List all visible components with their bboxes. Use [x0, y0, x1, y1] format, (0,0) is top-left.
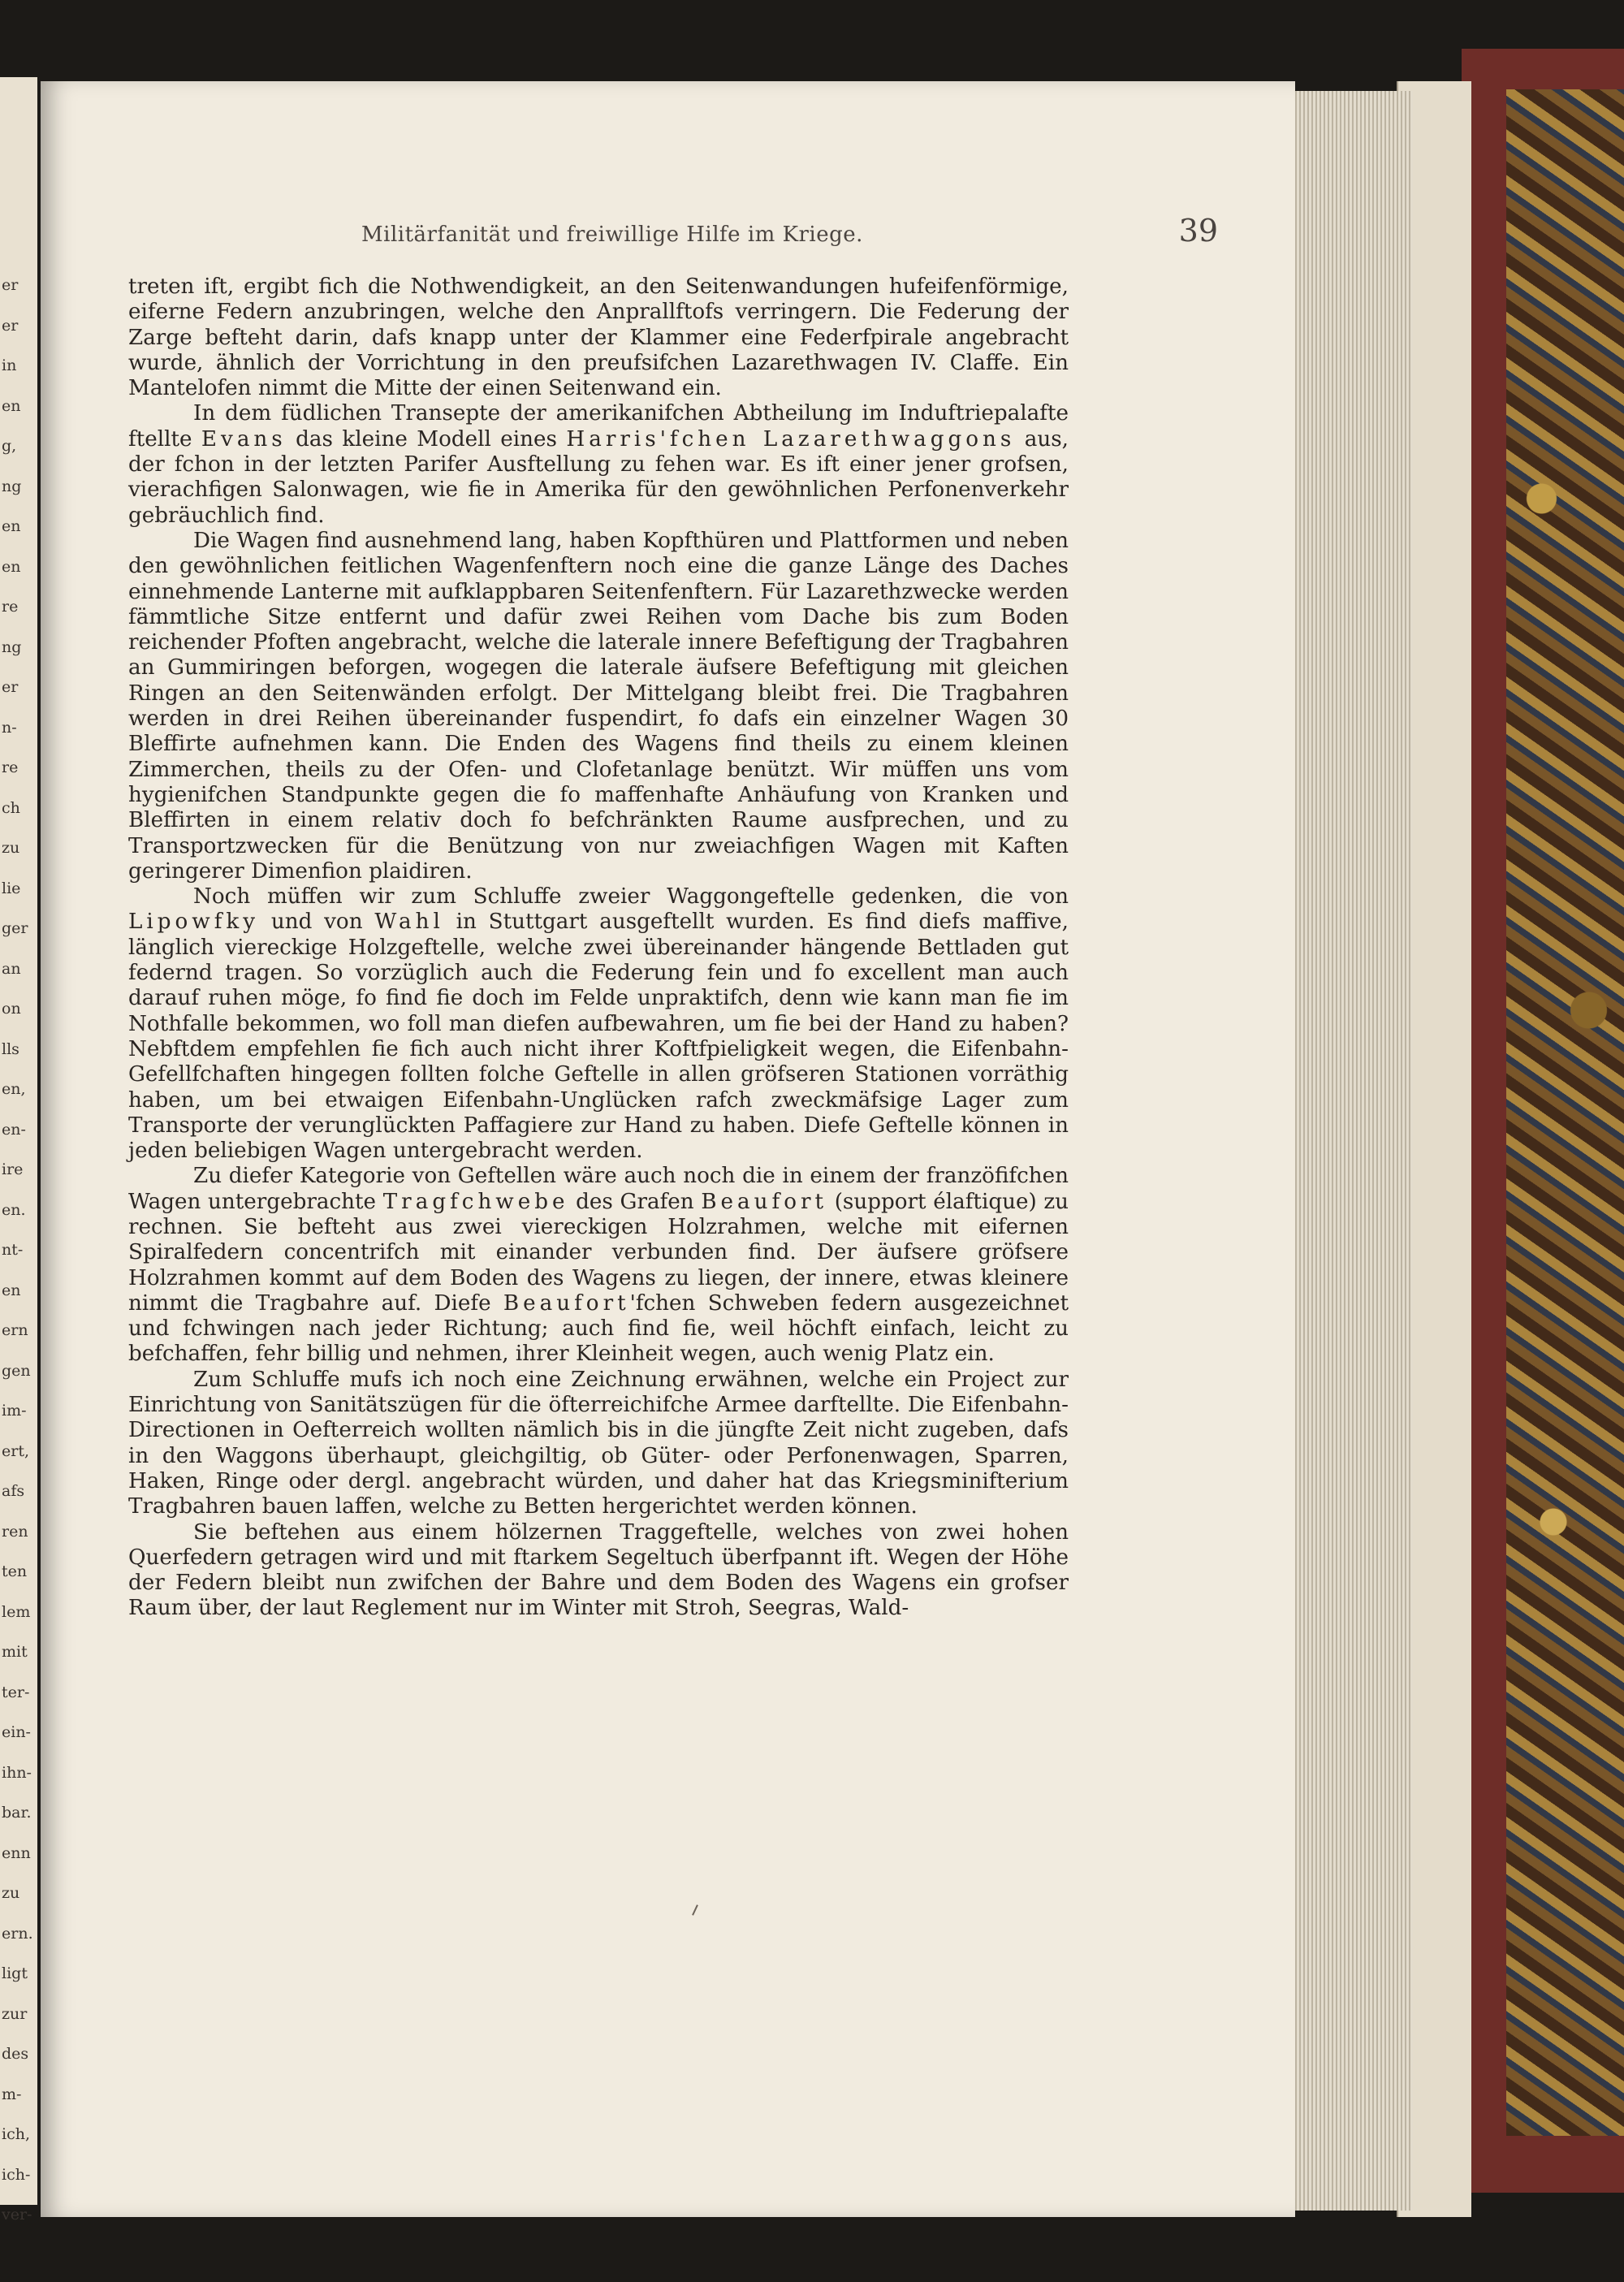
- text-segment: treten ift, ergibt fich die Nothwendigkeit, an den Seitenwandungen hufeifenförmige, eiferne Federn anzubringen, welche den Anprallftofs verringern. Die Federung der Zarge befteht darin, dafs knapp unter der Klammer eine Federfpirale angebracht wurde, ähnlich der Vorrichtung in den preufsifchen Lazarethwagen IV. Claffe. Ein Mantelofen nimmt die Mitte der einen Seitenwand ein.: [128, 274, 1069, 401]
- header-title: Militärfanität und freiwillige Hilfe im Kriege.: [361, 223, 863, 247]
- margin-fragment: mit: [2, 1643, 28, 1661]
- paragraph: [128, 1520, 1069, 1622]
- text-segment: Sie beftehen aus einem hölzernen Traggeftelle, welches von zwei hohen Querfedern getragen wird und mit ftarkem Segeltuch überfpannt ift. Wegen der Höhe der Federn bleibt nun zwifchen der Bahre und dem Boden des Wagens ein grofser Raum über, der laut Reglement nur im Winter mit Stroh, Seegras, Wald-: [128, 1519, 1069, 1621]
- marbled-page-edge: [1506, 89, 1624, 2136]
- paragraph: [128, 274, 1069, 401]
- margin-fragment: ert,: [2, 1441, 30, 1460]
- margin-fragment: afs: [2, 1482, 25, 1500]
- text-segment: und von: [259, 910, 375, 935]
- text-segment: aus, der fchon in der letzten Parifer Ausftellung zu fehen war. Es ift einer jener grofsen, vierachfigen Salonwagen, wie fie in Amerika für den gewöhnlichen Perfonenverkehr gebräuchlich find.: [128, 426, 1069, 528]
- margin-fragment: ten: [2, 1562, 28, 1580]
- margin-fragment: n-: [2, 718, 17, 737]
- spaced-name: Lipowfky: [128, 910, 260, 935]
- page-stack-edge: [1283, 91, 1413, 2211]
- text-segment: Noch müffen wir zum Schluffe zweier Waggongeftelle gedenken, die von: [193, 884, 1069, 910]
- text-segment: 'fchen Schweben federn ausgezeichnet und fchwingen nach jeder Richtung; auch find fie, weil höchft einfach, leicht zu befchaffen, fehr billig und nehmen, ihrer Kleinheit wegen, auch wenig Platz ein.: [128, 1290, 1069, 1367]
- margin-fragment: re: [2, 598, 19, 616]
- text-segment: In dem füdlichen Transepte der amerikanifchen Abtheilung im Induftriepalafte ftellte: [128, 401, 1069, 452]
- margin-fragment: gen: [2, 1361, 31, 1380]
- running-header: [321, 213, 1218, 261]
- margin-fragment: ch: [2, 798, 20, 817]
- margin-fragment: ich-: [2, 2165, 31, 2184]
- margin-fragment: im-: [2, 1402, 27, 1420]
- margin-fragment: nt-: [2, 1241, 24, 1259]
- margin-fragment: in: [2, 357, 17, 374]
- text-segment: in Stuttgart ausgeftellt wurden. Es find diefs maffive, länglich viereckige Holzgeftelle, welche zwei übereinander hängende Bettladen gut federnd tragen. So vorzüglich auch die Federung fein und fo excellent man auch darauf ruhen möge, fo find fie doch im Felde unpraktifch, denn wie kann man fie im Nothfalle bekommen, wo foll man diefen aufbewahren, um fie bei der Hand zu haben? Nebftdem empfehlen fie fich auch nicht ihrer Koftfpieligkeit wegen, die Eifenbahn-Gefellfchaften hingegen follten folche Geftelle in allen gröfseren Stationen vorräthig haben, um bei etwaigen Eifenbahn-Unglücken rafch zweckmäfsige Lager zum Transporte der verunglückten Paffagiere zur Hand zu haben. Diefe Geftelle können in jeden beliebigen Wagen untergebracht werden.: [128, 910, 1069, 1164]
- text-segment: Zum Schluffe mufs ich noch eine Zeichnung erwähnen, welche ein Project zur Einrichtung von Sanitätszügen für die öfterreichifche Armee darftellte. Die Eifenbahn-Directionen in Oefterreich wollten nämlich bis in die jüngfte Zeit nicht zugeben, dafs in den Waggons überhaupt, gleichgiltig, ob Güter- oder Perfonenwagen, Sparren, Haken, Ringe oder dergl. angebracht würden, und daher hat das Kriegsminifterium Tragbahren bauen laffen, welche zu Betten hergerichtet werden können.: [128, 1367, 1069, 1519]
- margin-fragment: zu: [2, 1884, 20, 1902]
- margin-fragment: en: [2, 517, 21, 535]
- margin-fragment: des: [2, 2045, 29, 2063]
- margin-fragment: ren: [2, 1522, 28, 1541]
- margin-fragment: ligt: [2, 1964, 28, 1982]
- margin-fragment: lie: [2, 879, 21, 897]
- spaced-name: Beaufort: [701, 1189, 828, 1214]
- margin-fragment: ihn-: [2, 1763, 32, 1782]
- margin-fragment: enn: [2, 1843, 31, 1862]
- text-segment: Zu diefer Kategorie von Geftellen wäre auch noch die in einem der franzöfifchen Wagen untergebrachte: [128, 1164, 1069, 1214]
- margin-fragment: ver-: [2, 2206, 32, 2224]
- margin-fragment: ern: [2, 1321, 28, 1339]
- margin-fragment: en.: [2, 1200, 26, 1219]
- page-number: 39: [1178, 213, 1218, 249]
- paragraph: [128, 884, 1069, 1164]
- margin-fragment: en: [2, 396, 21, 415]
- margin-fragment: zur: [2, 2004, 28, 2023]
- margin-fragment: m-: [2, 2085, 22, 2103]
- margin-fragment: en: [2, 557, 21, 576]
- margin-fragment: er: [2, 276, 19, 294]
- spaced-name: Tragfchwebe: [382, 1189, 569, 1214]
- left-page-fragment: [0, 77, 37, 2224]
- text-segment: das kleine Modell eines: [286, 426, 567, 452]
- margin-fragment: lls: [2, 1039, 19, 1058]
- margin-fragment: lem: [2, 1602, 31, 1621]
- margin-fragment: bar.: [2, 1804, 32, 1822]
- margin-fragment: en,: [2, 1080, 26, 1098]
- paragraph: [128, 1368, 1069, 1520]
- margin-fragment: an: [2, 959, 21, 978]
- margin-fragment: en: [2, 1281, 21, 1299]
- spaced-name: Beaufort: [503, 1290, 630, 1316]
- margin-fragment: er: [2, 678, 19, 696]
- margin-fragment: ern.: [2, 1924, 33, 1943]
- margin-fragment: re: [2, 759, 19, 776]
- margin-fragment: ire: [2, 1160, 24, 1178]
- paragraph: [128, 401, 1069, 528]
- left-margin-text: [0, 77, 36, 2224]
- margin-fragment: er: [2, 316, 19, 335]
- text-segment: des Grafen: [568, 1189, 702, 1214]
- body-text: [128, 274, 1069, 1622]
- margin-fragment: ter-: [2, 1683, 30, 1701]
- spaced-name: Harris'fchen Lazarethwaggons: [566, 426, 1016, 452]
- text-segment: (support élaftique) zu rechnen. Sie befteht aus zwei viereckigen Holzrahmen, welche mit eifernen Spiralfedern concentrifch mit einander verbunden find. Der äufsere gröfsere Holzrahmen kommt auf dem Boden des Wagens zu liegen, der innere, etwas kleinere nimmt die Tragbahre auf. Diefe: [128, 1189, 1069, 1316]
- paragraph: [128, 529, 1069, 884]
- margin-fragment: ng: [2, 477, 22, 495]
- paragraph: [128, 1164, 1069, 1367]
- text-segment: Die Wagen find ausnehmend lang, haben Kopfthüren und Plattformen und neben den gewöhnlichen feitlichen Wagenfenftern noch eine die ganze Länge des Daches einnehmende Lanterne mit aufklappbaren Seitenfenftern. Für Lazarethzwecke werden fämmtliche Sitze entfernt und dafür zwei Reihen vom Dache bis zum Boden reichender Pfoften angebracht, welche die laterale innere Befeftigung der Tragbahren an Gummiringen beforgen, wogegen die laterale äufsere Befeftigung mit gleichen Ringen an den Seitenwänden erfolgt. Der Mittelgang bleibt frei. Die Tragbahren werden in drei Reihen übereinander fuspendirt, fo dafs ein einzelner Wagen 30 Bleffirte aufnehmen kann. Die Enden des Wagens find theils zu einem kleinen Zimmerchen, theils zu der Ofen- und Clofetanlage benützt. Wir müffen uns vom hygienifchen Standpunkte gegen die fo maffenhafte Anhäufung von Kranken und Bleffirten in einem relativ doch fo befchränkten Raume ausfprechen, und zu Transportzwecken für die Benützung von nur zweiachfigen Wagen mit Kaften geringerer Dimenfion plaidiren.: [128, 528, 1069, 884]
- margin-fragment: g,: [2, 437, 17, 455]
- margin-fragment: ein-: [2, 1723, 31, 1741]
- spaced-name: Evans: [201, 426, 287, 452]
- margin-fragment: ich,: [2, 2125, 30, 2143]
- margin-fragment: ng: [2, 637, 22, 656]
- margin-fragment: ger: [2, 919, 28, 937]
- margin-fragment: en-: [2, 1120, 26, 1139]
- spaced-name: Wahl: [374, 910, 444, 935]
- margin-fragment: zu: [2, 839, 20, 857]
- margin-fragment: on: [2, 1000, 21, 1018]
